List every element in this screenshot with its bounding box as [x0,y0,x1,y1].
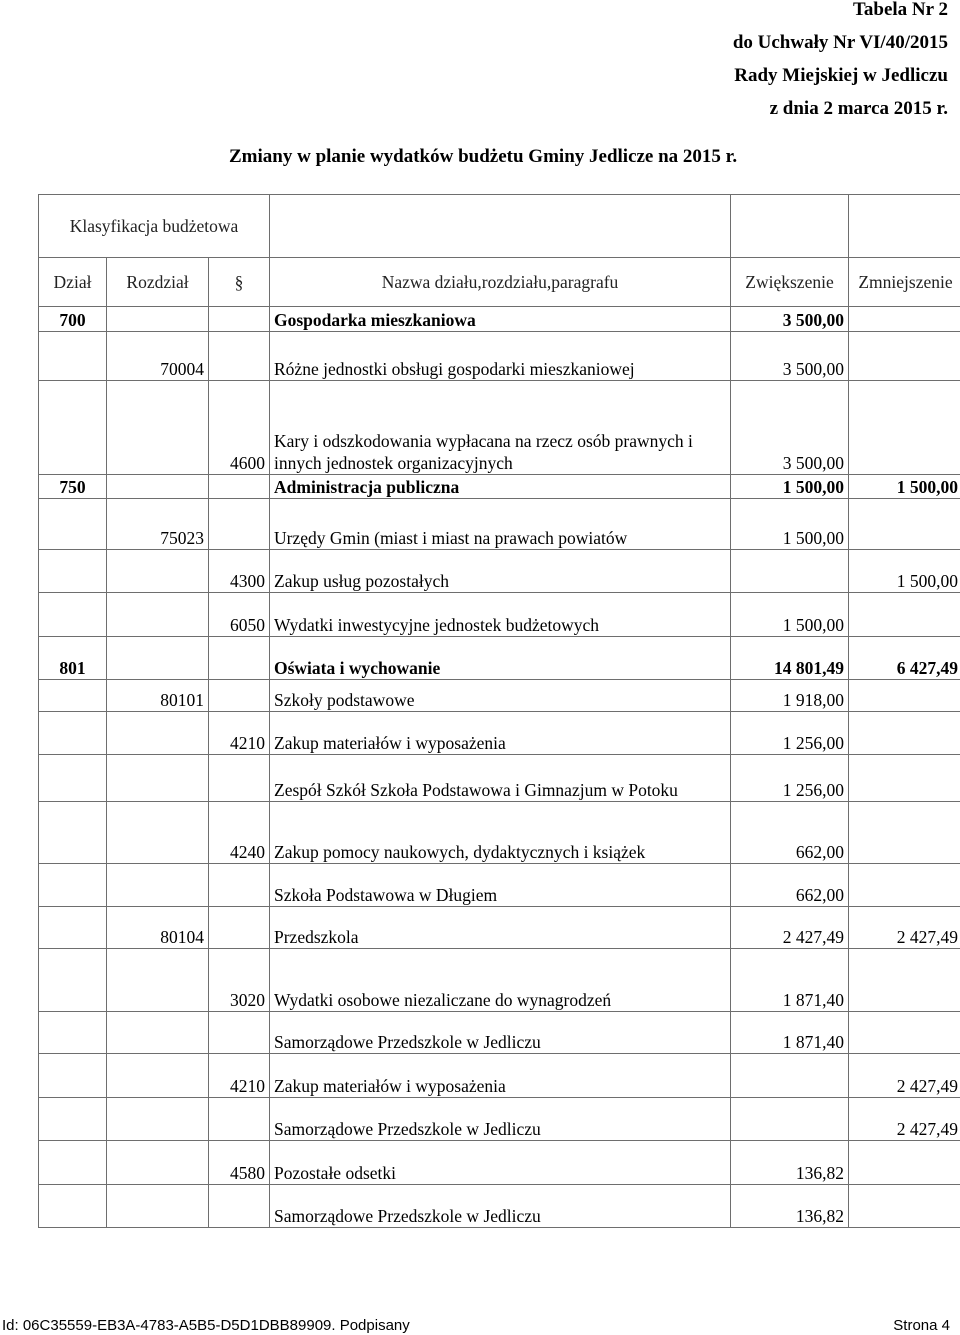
cell-dzial: 700 [39,307,107,332]
cell-zwiekszenie: 1 918,00 [731,680,849,712]
cell-paragraf: 3020 [209,949,270,1012]
cell-dzial [39,1141,107,1185]
cell-paragraf [209,475,270,499]
cell-zwiekszenie: 136,82 [731,1141,849,1185]
cell-rozdzial [107,712,209,755]
table-row [39,1141,960,1185]
cell-dzial [39,755,107,802]
cell-rozdzial: 75023 [107,499,209,550]
cell-zmniejszenie [849,802,960,864]
cell-zmniejszenie: 1 500,00 [849,475,960,499]
cell-paragraf: 4580 [209,1141,270,1185]
cell-paragraf [209,680,270,712]
cell-zwiekszenie: 2 427,49 [731,907,849,949]
cell-zwiekszenie: 3 500,00 [731,307,849,332]
table-row [39,802,960,864]
cell-paragraf [209,1185,270,1228]
cell-nazwa: Samorządowe Przedszkole w Jedliczu [270,1012,731,1054]
cell-nazwa: Wydatki inwestycyjne jednostek budżetowych [270,593,731,637]
cell-zwiekszenie: 1 500,00 [731,499,849,550]
header-resolution: do Uchwały Nr VI/40/2015 [732,32,948,53]
cell-nazwa: Zakup pomocy naukowych, dydaktycznych i książek [270,802,731,864]
cell-paragraf: 6050 [209,593,270,637]
cell-zmniejszenie: 1 500,00 [849,550,960,593]
table-row [39,499,960,550]
cell-zmniejszenie [849,499,960,550]
cell-nazwa: Zespół Szkół Szkoła Podstawowa i Gimnazjum w Potoku [270,755,731,802]
cell-rozdzial [107,475,209,499]
cell-zmniejszenie [849,381,960,475]
cell-zwiekszenie: 1 871,40 [731,949,849,1012]
cell-zmniejszenie [849,712,960,755]
cell-paragraf: 4600 [209,381,270,475]
cell-paragraf [209,864,270,907]
cell-zmniejszenie: 2 427,49 [849,907,960,949]
cell-paragraf [209,332,270,381]
table-row [39,1012,960,1054]
cell-zwiekszenie [731,1098,849,1141]
cell-paragraf [209,499,270,550]
cell-zmniejszenie [849,949,960,1012]
page-title: Zmiany w planie wydatków budżetu Gminy Jedlicze na 2015 r. [229,146,738,167]
cell-nazwa: Samorządowe Przedszkole w Jedliczu [270,1098,731,1141]
cell-zwiekszenie: 1 500,00 [731,593,849,637]
cell-rozdzial: 70004 [107,332,209,381]
cell-nazwa: Samorządowe Przedszkole w Jedliczu [270,1185,731,1228]
document-id: Id: 06C35559-EB3A-4783-A5B5-D5D1DBB89909. Podpisany [2,1317,410,1334]
cell-nazwa: Kary i odszkodowania wypłacana na rzecz osób prawnych i innych jednostek organizacyjnych [270,381,731,475]
cell-nazwa: Różne jednostki obsługi gospodarki mieszkaniowej [270,332,731,381]
cell-zwiekszenie [731,1054,849,1098]
cell-nazwa: Zakup usług pozostałych [270,550,731,593]
cell-zwiekszenie: 136,82 [731,1185,849,1228]
cell-paragraf [209,755,270,802]
cell-nazwa: Pozostałe odsetki [270,1141,731,1185]
cell-zmniejszenie [849,307,960,332]
cell-paragraf [209,907,270,949]
cell-zmniejszenie [849,1141,960,1185]
col-paragraf-header: § [209,258,270,307]
cell-dzial [39,949,107,1012]
table-row [39,475,960,499]
cell-dzial: 750 [39,475,107,499]
header-date: z dnia 2 marca 2015 r. [769,98,948,119]
cell-rozdzial: 80101 [107,680,209,712]
cell-rozdzial [107,381,209,475]
cell-zmniejszenie [849,680,960,712]
cell-dzial [39,381,107,475]
cell-nazwa: Szkoła Podstawowa w Długiem [270,864,731,907]
table-row [39,307,960,332]
cell-nazwa: Zakup materiałów i wyposażenia [270,1054,731,1098]
cell-dzial [39,499,107,550]
cell-rozdzial [107,864,209,907]
cell-paragraf [209,307,270,332]
cell-nazwa: Zakup materiałów i wyposażenia [270,712,731,755]
cell-nazwa: Przedszkola [270,907,731,949]
cell-zmniejszenie [849,755,960,802]
cell-zwiekszenie: 1 500,00 [731,475,849,499]
cell-zwiekszenie: 1 256,00 [731,712,849,755]
cell-dzial [39,680,107,712]
header-council: Rady Miejskiej w Jedliczu [734,65,948,86]
cell-nazwa: Wydatki osobowe niezaliczane do wynagrodzeń [270,949,731,1012]
cell-dzial [39,907,107,949]
cell-rozdzial [107,1098,209,1141]
cell-paragraf: 4210 [209,1054,270,1098]
cell-dzial [39,1054,107,1098]
cell-dzial [39,593,107,637]
cell-rozdzial [107,307,209,332]
col-dzial-header: Dział [39,258,107,307]
cell-paragraf: 4210 [209,712,270,755]
header-table-number: Tabela Nr 2 [852,0,948,20]
classification-header: Klasyfikacja budżetowa [39,195,270,258]
table-row [39,1098,960,1141]
cell-zwiekszenie: 662,00 [731,864,849,907]
cell-zmniejszenie [849,332,960,381]
cell-paragraf [209,637,270,680]
table-row [39,332,960,381]
cell-zmniejszenie [849,1185,960,1228]
cell-rozdzial [107,1141,209,1185]
cell-dzial [39,802,107,864]
cell-nazwa: Administracja publiczna [270,475,731,499]
cell-zwiekszenie: 1 871,40 [731,1012,849,1054]
cell-zwiekszenie: 1 256,00 [731,755,849,802]
cell-nazwa: Oświata i wychowanie [270,637,731,680]
table-row [39,637,960,680]
cell-zwiekszenie: 14 801,49 [731,637,849,680]
col-nazwa-header: Nazwa działu,rozdziału,paragrafu [270,258,731,307]
cell-zmniejszenie: 2 427,49 [849,1054,960,1098]
cell-paragraf: 4300 [209,550,270,593]
cell-rozdzial [107,802,209,864]
cell-dzial [39,332,107,381]
cell-zmniejszenie: 2 427,49 [849,1098,960,1141]
cell-paragraf [209,1098,270,1141]
col-zwiekszenie-header: Zwiększenie [731,258,849,307]
cell-paragraf [209,1012,270,1054]
col-rozdzial-header: Rozdział [107,258,209,307]
page-number: Strona 4 [893,1317,950,1334]
cell-rozdzial: 80104 [107,907,209,949]
cell-rozdzial [107,1054,209,1098]
cell-zwiekszenie: 3 500,00 [731,381,849,475]
cell-rozdzial [107,949,209,1012]
cell-dzial [39,864,107,907]
cell-rozdzial [107,550,209,593]
cell-dzial [39,550,107,593]
table-row [39,755,960,802]
budget-table [38,194,960,1228]
cell-rozdzial [107,637,209,680]
cell-dzial [39,1098,107,1141]
cell-dzial [39,712,107,755]
cell-nazwa: Gospodarka mieszkaniowa [270,307,731,332]
table-row [39,907,960,949]
cell-dzial [39,1185,107,1228]
table-row [39,593,960,637]
cell-zwiekszenie [731,550,849,593]
cell-zmniejszenie [849,1012,960,1054]
cell-zmniejszenie [849,864,960,907]
cell-nazwa: Urzędy Gmin (miast i miast na prawach powiatów [270,499,731,550]
cell-rozdzial [107,593,209,637]
cell-zwiekszenie: 3 500,00 [731,332,849,381]
table-row [39,680,960,712]
cell-zmniejszenie [849,593,960,637]
table-row [39,1185,960,1228]
cell-zwiekszenie: 662,00 [731,802,849,864]
cell-nazwa: Szkoły podstawowe [270,680,731,712]
table-row [39,712,960,755]
table-row [39,1054,960,1098]
cell-dzial [39,1012,107,1054]
table-row [39,864,960,907]
cell-rozdzial [107,1185,209,1228]
cell-zmniejszenie: 6 427,49 [849,637,960,680]
cell-rozdzial [107,1012,209,1054]
table-row [39,949,960,1012]
col-zmniejszenie-header: Zmniejszenie [849,258,960,307]
table-row [39,381,960,475]
table-row [39,550,960,593]
cell-rozdzial [107,755,209,802]
cell-paragraf: 4240 [209,802,270,864]
cell-dzial: 801 [39,637,107,680]
